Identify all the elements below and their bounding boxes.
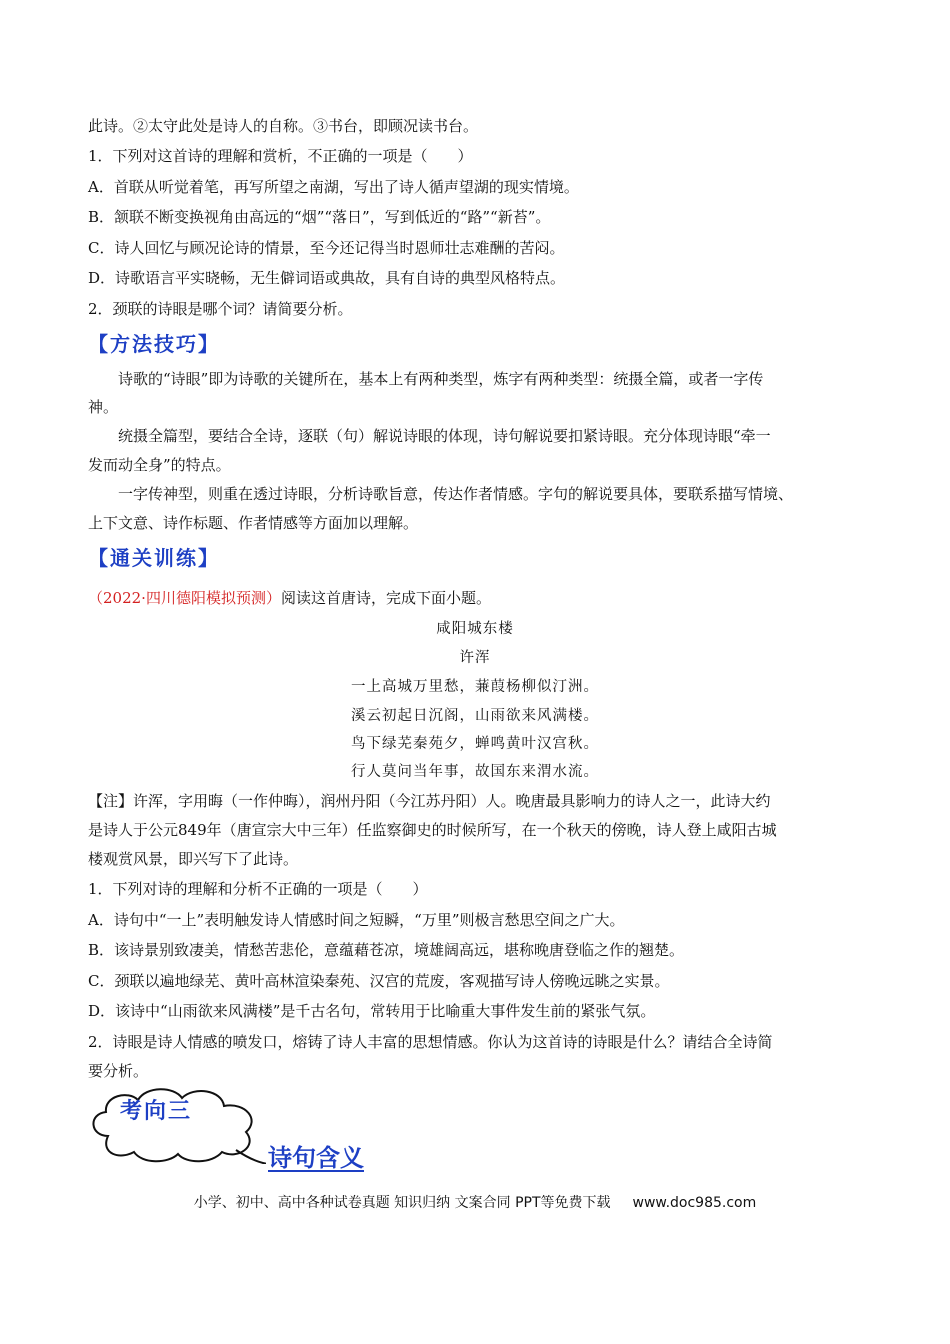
question-source: （2022·四川德阳模拟预测） — [88, 589, 281, 607]
note-tail: 此诗。②太守此处是诗人的自称。③书台，即顾况读书台。 — [88, 117, 479, 135]
method-paragraph-3-line-1: 一字传神型，则重在透过诗眼，分析诗歌旨意，传达作者情感。字句的解说要具体，要联系描写情境、 — [118, 485, 794, 503]
training-q1-stem: 1．下列对诗的理解和分析不正确的一项是（ ） — [88, 880, 428, 898]
poem-line-1: 一上高城万里愁，蒹葭杨柳似汀洲。 — [351, 679, 599, 695]
poem-line-3: 鸟下绿芜秦苑夕，蝉鸣黄叶汉宫秋。 — [351, 736, 599, 752]
method-paragraph-3-line-2: 上下文意、诗作标题、作者情感等方面加以理解。 — [88, 514, 419, 532]
prev-q2-stem: 2．颈联的诗眼是哪个词？请简要分析。 — [88, 300, 353, 318]
training-q1-option-c: C．颈联以遍地绿芜、黄叶高林渲染秦苑、汉宫的荒废，客观描写诗人傍晚远眺之实景。 — [88, 972, 670, 990]
method-paragraph-2-line-1: 统摄全篇型，要结合全诗，逐联（句）解说诗眼的体现，诗句解说要扣紧诗眼。充分体现诗眼“牵一 — [118, 427, 771, 445]
poem-line-4: 行人莫问当年事，故国东来渭水流。 — [351, 764, 599, 780]
page-footer — [0, 1192, 950, 1212]
cloud-label: 考向三 — [120, 1098, 193, 1124]
method-paragraph-2-line-2: 发而动全身”的特点。 — [88, 456, 231, 474]
method-paragraph-1-line-1: 诗歌的“诗眼”即为诗歌的关键所在，基本上有两种类型，炼字有两种类型：统摄全篇，或者一字传 — [118, 370, 764, 388]
poem-title: 咸阳城东楼 — [436, 621, 514, 637]
prev-q1-option-b: B．颔联不断变换视角由高远的“烟”“落日”，写到低近的“路”“新苔”。 — [88, 208, 551, 226]
method-paragraph-1-line-2: 神。 — [88, 398, 119, 416]
training-q1-option-b: B．该诗景别致凄美，情愁苦悲伦，意蕴藉苍凉，境雄阔高远，堪称晚唐登临之作的翘楚。 — [88, 941, 685, 959]
poem-note-line-1: 【注】许浑，字用晦（一作仲晦），润州丹阳（今江苏丹阳）人。晚唐最具影响力的诗人之一，此诗大约 — [88, 792, 771, 810]
method-heading: 【方法技巧】 — [88, 332, 220, 356]
poem-note-line-3: 楼观赏风景，即兴写下了此诗。 — [88, 850, 299, 868]
training-instruction: 阅读这首唐诗，完成下面小题。 — [280, 589, 491, 607]
training-q1-option-d: D．该诗中“山雨欲来风满楼”是千古名句，常转用于比喻重大事件发生前的紧张气氛。 — [88, 1002, 656, 1020]
training-intro — [88, 588, 868, 608]
prev-q1-option-a: A．首联从听觉着笔，再写所望之南湖，写出了诗人循声望湖的现实情境。 — [88, 178, 579, 196]
prev-q1-option-d: D．诗歌语言平实晓畅，无生僻词语或典故，具有自诗的典型风格特点。 — [88, 269, 566, 287]
poem-note-line-2: 是诗人于公元849年（唐宣宗大中三年）任监察御史的时候所写，在一个秋天的傍晚，诗人登上咸阳古城 — [88, 821, 777, 839]
prev-q1-stem: 1．下列对这首诗的理解和赏析，不正确的一项是（ ） — [88, 147, 473, 165]
poem-author: 许浑 — [459, 650, 491, 666]
poem-line-2: 溪云初起日沉阁，山雨欲来风满楼。 — [351, 708, 599, 724]
training-q2-line-1: 2．诗眼是诗人情感的喷发口，熔铸了诗人丰富的思想情感。你认为这首诗的诗眼是什么？请结合全诗简 — [88, 1033, 773, 1051]
training-heading: 【通关训练】 — [88, 546, 220, 570]
training-q1-option-a: A．诗句中“一上”表明触发诗人情感时间之短瞬，“万里”则极言愁思空间之广大。 — [88, 911, 625, 929]
training-q2-line-2: 要分析。 — [88, 1062, 149, 1080]
footer-site-link[interactable]: www.doc985.com — [632, 1195, 757, 1211]
section-title: 诗句含义 — [268, 1144, 364, 1172]
footer-text: 小学、初中、高中各种试卷真题 知识归纳 文案合同 PPT等免费下载 — [193, 1195, 611, 1211]
prev-q1-option-c: C．诗人回忆与顾况论诗的情景，至今还记得当时恩师壮志难酬的苦闷。 — [88, 239, 565, 257]
